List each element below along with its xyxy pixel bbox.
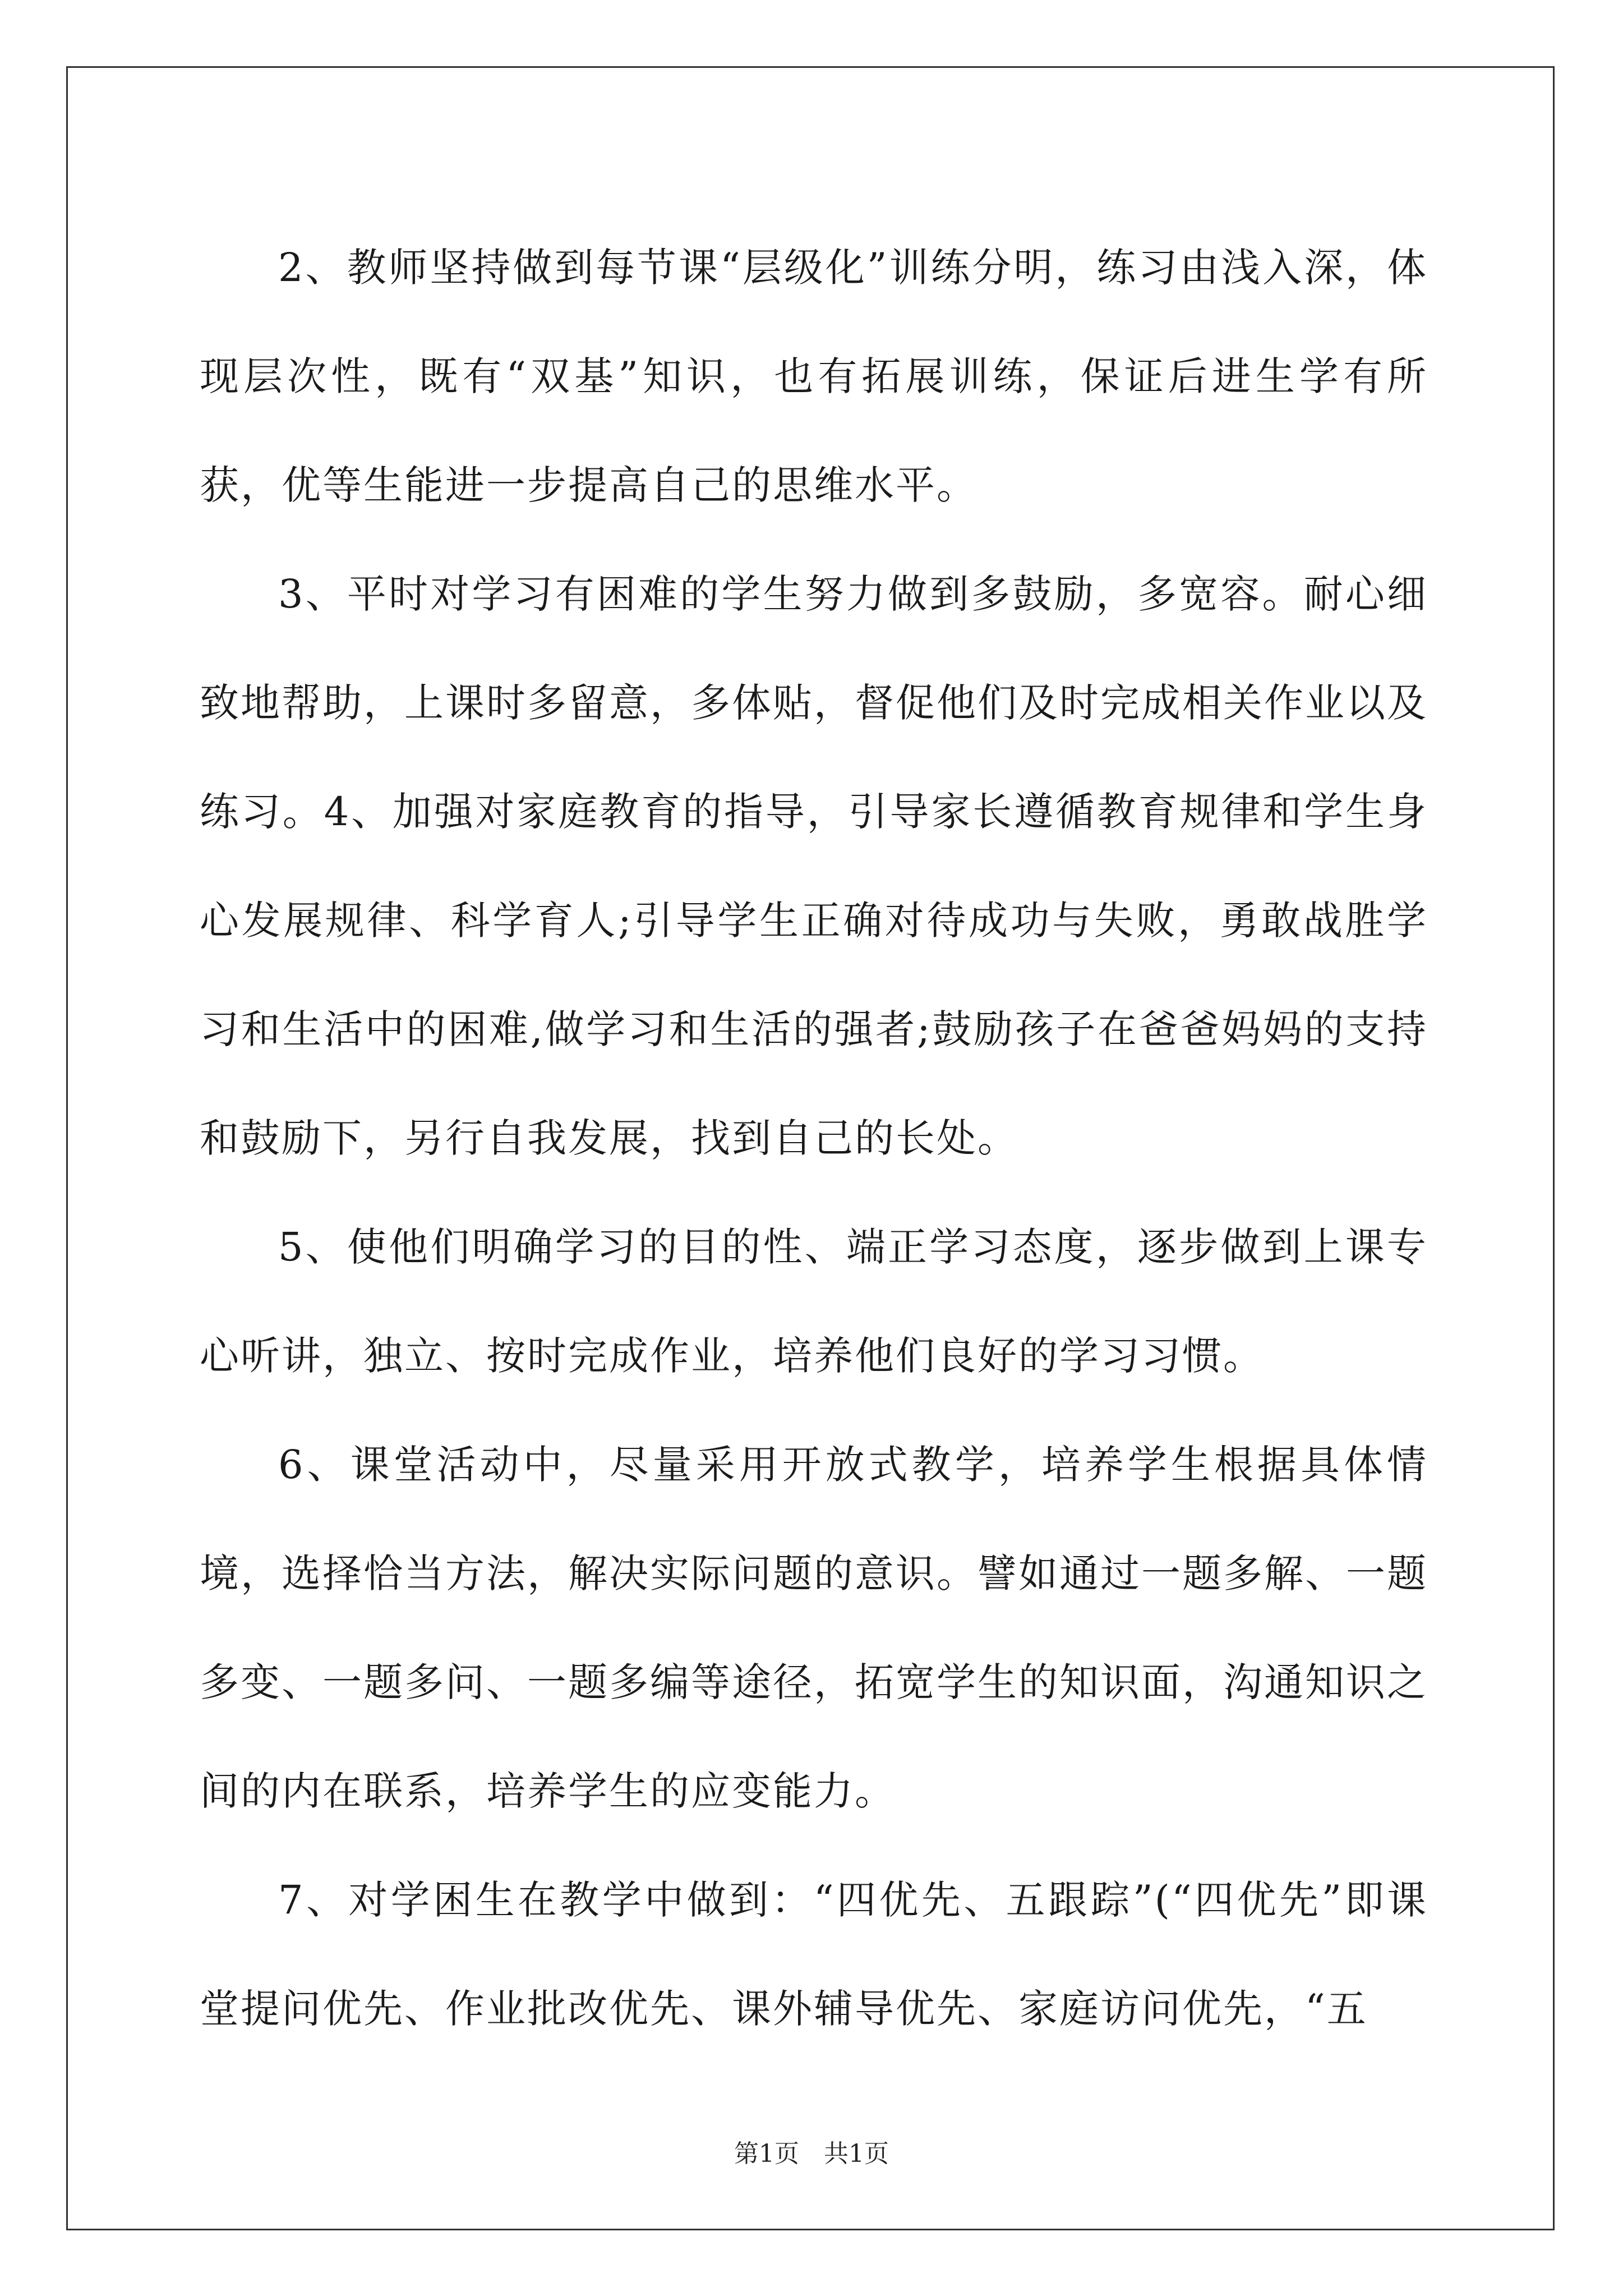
paragraph-2: 2、教师坚持做到每节课“层级化”训练分明，练习由浅入深，体现层次性，既有“双基”知识，也有拓展训练，保证后进生学有所获，优等生能进一步提高自己的思维水平。 <box>200 245 1428 508</box>
paragraph-7: 7、对学困生在教学中做到：“四优先、五跟踪”(“四优先”即课堂提问优先、作业批改优先、课外辅导优先、家庭访问优先，“五 <box>200 1877 1428 2032</box>
paragraph-3-4: 3、平时对学习有困难的学生努力做到多鼓励，多宽容。耐心细致地帮助，上课时多留意，多体贴，督促他们及时完成相关作业以及练习。4、加强对家庭教育的指导，引导家长遵循教育规律和学生身心发展规律、科学育人;引导学生正确对待成功与失败，勇敢战胜学习和生活中的困难,做学习和生活的强者;鼓励孩子在爸爸妈妈的支持和鼓励下，另行自我发展，找到自己的长处。 <box>200 571 1428 1161</box>
page-number-footer: 第1页 共1页 <box>734 2139 889 2168</box>
paragraph-6: 6、课堂活动中，尽量采用开放式教学，培养学生根据具体情境，选择恰当方法，解决实际问题的意识。譬如通过一题多解、一题多变、一题多问、一题多编等途径，拓宽学生的知识面，沟通知识之间的内在联系，培养学生的应变能力。 <box>200 1442 1428 1814</box>
document-body <box>200 213 1428 2063</box>
paragraph-5: 5、使他们明确学习的目的性、端正学习态度，逐步做到上课专心听讲，独立、按时完成作业，培养他们良好的学习习惯。 <box>200 1224 1428 1379</box>
